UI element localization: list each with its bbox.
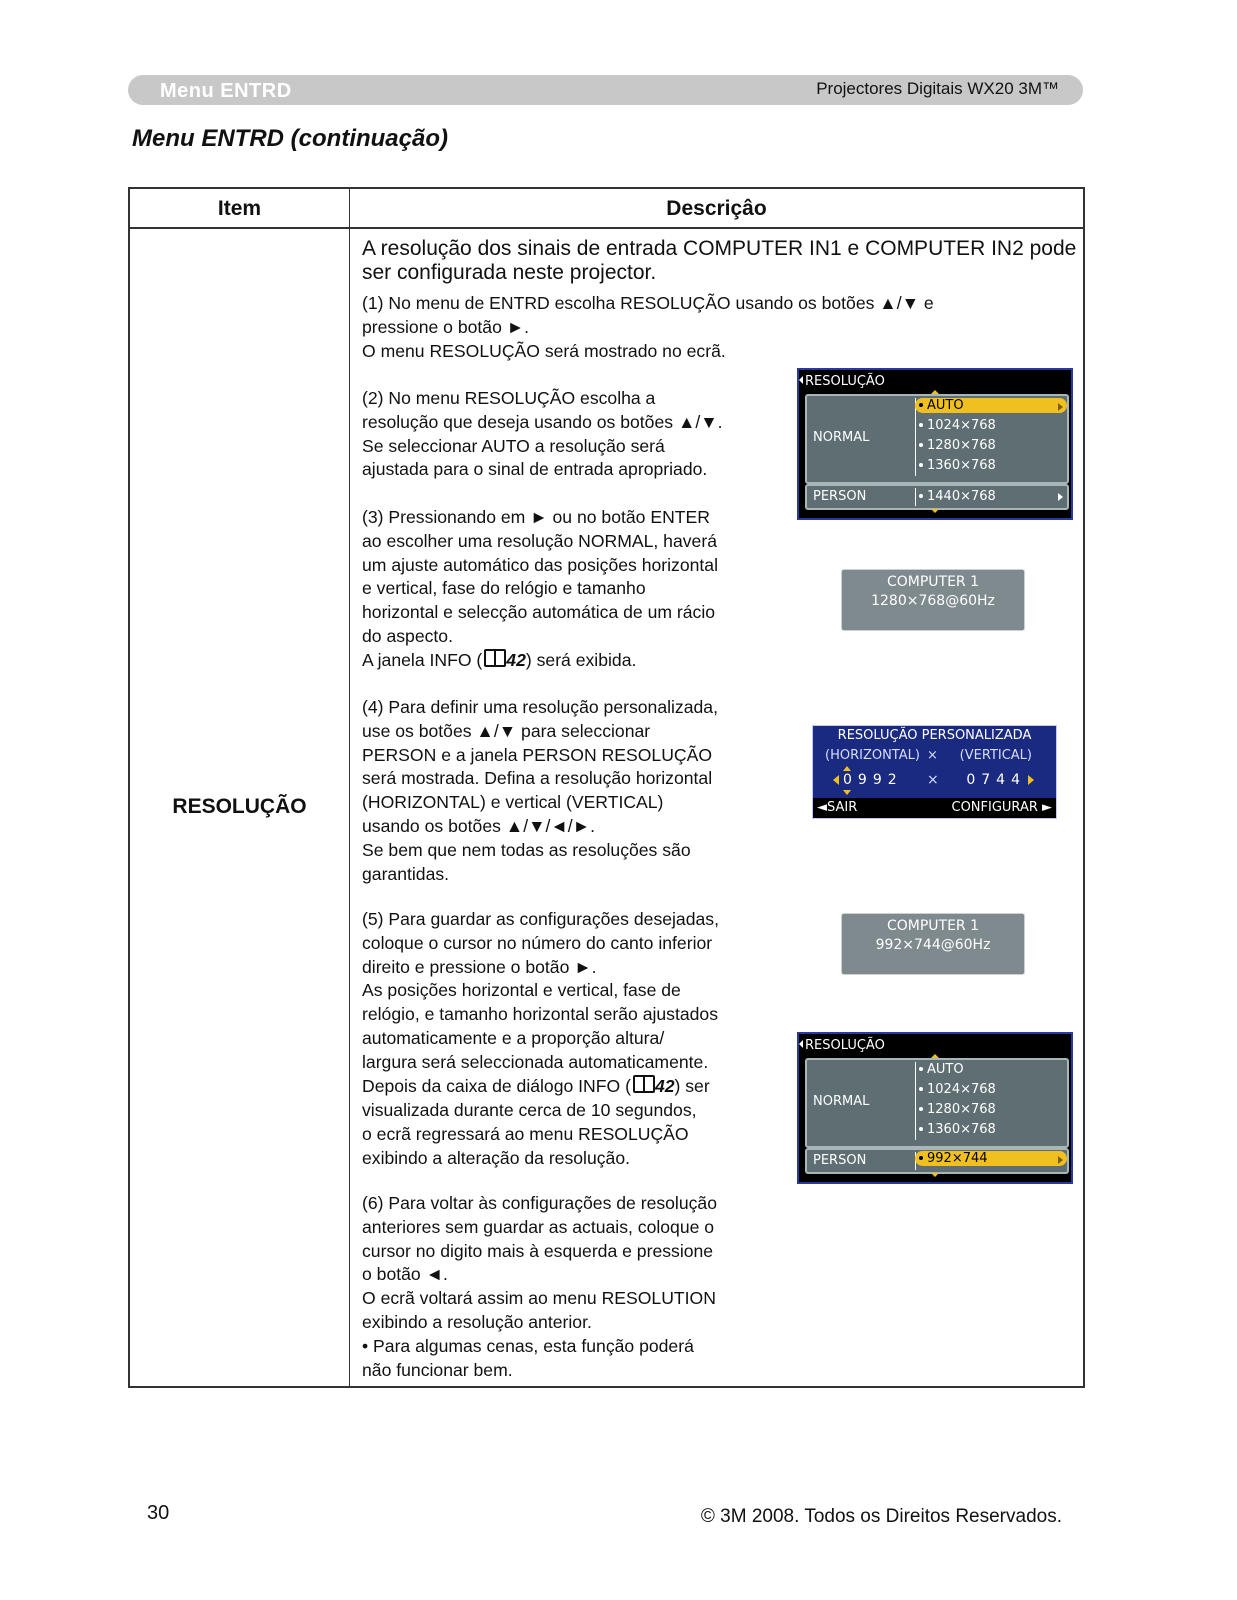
person-group [805,484,1069,510]
resolution-menu-osd [797,1032,1073,1184]
radio-icon [919,463,923,467]
step-3-info-a: A janela INFO ( [362,650,483,670]
header-divider [130,227,1083,229]
option-auto[interactable] [919,1062,964,1077]
option-label: 992×744 [927,1151,988,1166]
step-3-info-b: ) será exibida. [525,650,637,670]
normal-label: NORMAL [813,430,870,445]
option-1280[interactable] [919,1102,996,1117]
radio-icon [919,443,923,447]
column-divider [349,189,350,1386]
step-6: (6) Para voltar às configurações de resolução anteriores sem guardar as actuais, coloque o cursor no digito mais à esquerda e pressione o botão ◄. O ecrã voltará assim ao menu RESOLUTION exibindo a resolução anterior. • Para algumas cenas, esta função poderá não funcionar bem. [362,1193,717,1380]
configure-button[interactable]: CONFIGURAR ► [951,800,1052,815]
option-1360[interactable] [919,1122,996,1137]
info-window [841,913,1025,975]
step-3-info [362,649,636,673]
step-5: (5) Para guardar as configurações desejadas, coloque o cursor no número do canto inferior direito e pressione o botão ►. As posições horizontal e vertical, fase de relógio, e tamanho horizontal serão ajustados automaticamente e a proporção altura/ largura será seleccionada automaticamente. [362,909,719,1072]
header-product: Projectores Digitais WX20 3M™ [816,79,1059,98]
radio-icon [919,1067,923,1071]
page-ref: 42 [654,1076,675,1096]
option-label: 1024×768 [927,1082,996,1097]
option-label: 1280×768 [927,438,996,453]
down-arrow-icon [931,1173,939,1177]
separator [915,488,916,506]
custom-title: RESOLUÇÃO PERSONALIZADA [837,728,1032,743]
exit-button[interactable]: ◄SAIR [817,800,858,815]
step-4: (4) Para definir uma resolução personalizada, use os botões ▲/▼ para seleccionar PERSON e a janela PERSON RESOLUÇÃO será mostrada. Defina a resolução horizontal (HORIZONTAL) e vertical (VERTICAL) usando os botões ▲/▼/◄/►. Se bem que nem todas as resoluções são garantidas. [362,697,718,884]
col-header-item: Item [217,197,262,220]
radio-icon [919,1156,923,1160]
step-1: (1) No menu de ENTRD escolha RESOLUÇÃO usando os botões ▲/▼ e pressione o botão ►. O menu RESOLUÇÃO será mostrado no ecrã. [362,293,934,361]
option-1024[interactable] [919,1082,996,1097]
step-3: (3) Pressionando em ► ou no botão ENTER ao escolher uma resolução NORMAL, haverá um ajuste automático das posições horizontal e vertical, fase do relógio e tamanho horizontal e selecção automática de um rácio do aspecto. [362,507,718,646]
radio-icon [919,403,923,407]
step-2: (2) No menu RESOLUÇÃO escolha a resolução que deseja usando os botões ▲/▼. Se seleccionar AUTO a resolução será ajustada para o sinal de entrada apropriado. [362,388,723,480]
radio-icon [919,423,923,427]
back-arrow-icon [799,1040,803,1048]
down-arrow-icon [843,790,851,795]
header-section: Menu ENTRD [160,80,292,102]
person-label: PERSON [813,489,867,504]
page-ref: 42 [506,650,526,670]
back-arrow-icon [799,376,803,384]
step-5-rest: visualizada durante cerca de 10 segundos, o ecrã regressará ao menu RESOLUÇÃO exibindo a alteração da resolução. [362,1100,697,1168]
option-label: 1280×768 [927,1102,996,1117]
option-1280[interactable] [919,438,996,453]
vertical-value[interactable]: 0744 [966,772,1026,788]
right-arrow-icon [1058,1156,1063,1164]
radio-icon [919,1087,923,1091]
separator [915,1062,916,1140]
radio-icon [919,1127,923,1131]
down-arrow-icon [931,509,939,513]
right-arrow-icon [1058,493,1063,501]
custom-resolution-dialog [812,725,1057,819]
info-line-2: 1280×768@60Hz [871,593,995,609]
times-sign: × [927,772,939,788]
option-label: 1024×768 [927,418,996,433]
horizontal-label: (HORIZONTAL) [825,748,920,763]
col-header-description: Descriçâo [666,197,767,220]
info-line-1: COMPUTER 1 [886,918,980,934]
normal-group [805,1058,1069,1148]
option-label: 1360×768 [927,1122,996,1137]
info-line-2: 992×744@60Hz [875,937,991,953]
info-window [841,569,1025,631]
copyright: © 3M 2008. Todos os Direitos Reservados. [700,1506,1062,1527]
step-5-info [362,1075,710,1099]
option-label: AUTO [927,1062,964,1077]
right-arrow-icon [1028,775,1034,785]
custom-footer [813,798,1056,818]
option-person[interactable] [915,1151,1067,1166]
page-number: 30 [147,1502,170,1524]
option-1024[interactable] [919,418,996,433]
header-bar [128,75,1083,105]
right-arrow-icon [1058,403,1063,411]
item-name: RESOLUÇÃO [172,795,307,818]
book-icon [484,649,506,667]
option-person[interactable] [919,489,996,504]
book-icon [633,1075,655,1093]
option-1360[interactable] [919,458,996,473]
horizontal-value[interactable]: 0992 [843,772,903,788]
radio-icon [919,1107,923,1111]
option-auto[interactable] [915,398,1067,413]
resolution-menu-osd [797,368,1073,520]
option-label: 1360×768 [927,458,996,473]
radio-icon [919,494,923,498]
person-label: PERSON [813,1153,867,1168]
person-group [805,1148,1069,1174]
normal-group [805,394,1069,484]
osd-title: RESOLUÇÃO [805,374,885,389]
normal-label: NORMAL [813,1094,870,1109]
option-label: AUTO [927,398,964,413]
osd-title: RESOLUÇÃO [805,1038,885,1053]
page-title: Menu ENTRD (continuação) [132,125,448,152]
step-5-info-a: Depois da caixa de diálogo INFO ( [362,1076,631,1096]
intro-text: A resolução dos sinais de entrada COMPUTER IN1 e COMPUTER IN2 pode ser configurada neste projector. [362,237,1077,284]
step-5-info-b: ) ser [674,1076,710,1096]
times-label: × [927,748,938,763]
up-arrow-icon [843,766,851,771]
info-line-1: COMPUTER 1 [886,574,980,590]
option-label: 1440×768 [927,489,996,504]
vertical-label: (VERTICAL) [959,748,1032,763]
left-arrow-icon [833,775,839,785]
